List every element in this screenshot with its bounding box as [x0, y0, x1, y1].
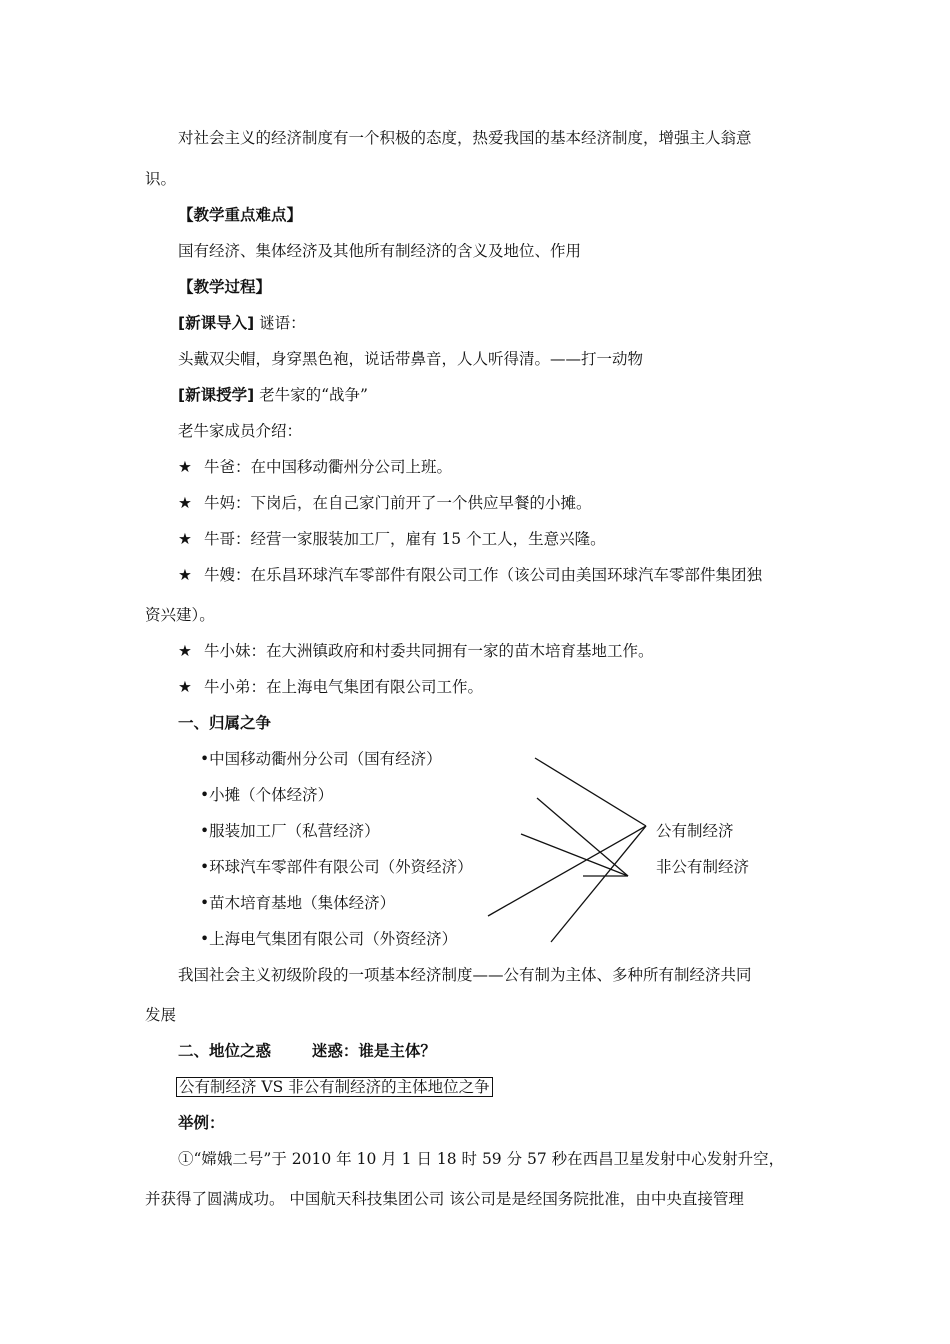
star-icon: ★	[178, 566, 192, 584]
match-line	[521, 834, 628, 876]
ownership-item: •服装加工厂（私营经济）	[200, 822, 380, 840]
conclusion-line-1: 我国社会主义初级阶段的一项基本经济制度——公有制为主体、多种所有制经济共同	[178, 966, 752, 984]
example-line-1: ①“嫦娥二号”于 2010 年 10 月 1 日 18 时 59 分 57 秒在西昌卫星发射中心发射升空，	[178, 1150, 785, 1168]
target-nonpublic: 非公有制经济	[656, 858, 750, 876]
ownership-item: •苗木培育基地（集体经济）	[200, 894, 396, 912]
new-lesson-intro-label: [新课导入]	[178, 314, 255, 332]
target-public: 公有制经济	[656, 822, 734, 840]
example-line-2: 并获得了圆满成功。 中国航天科技集团公司 该公司是是经国务院批准，由中央直接管理	[145, 1190, 744, 1208]
ownership-item: •上海电气集团有限公司（外资经济）	[200, 930, 458, 948]
intro-line-1: 对社会主义的经济制度有一个积极的态度，热爱我国的基本经济制度，增强主人翁意	[178, 129, 752, 147]
intro-line-2: 识。	[145, 170, 177, 188]
section2-heading-row	[178, 1040, 436, 1062]
new-lesson-teach-text: 老牛家的“战争”	[259, 386, 368, 404]
key-points-text: 国有经济、集体经济及其他所有制经济的含义及地位、作用	[178, 242, 582, 260]
ownership-item: •小摊（个体经济）	[200, 786, 334, 804]
new-lesson-teach-label: [新课授学]	[178, 386, 255, 404]
member-text: 牛妈：下岗后，在自己家门前开了一个供应早餐的小摊。	[204, 494, 592, 512]
star-icon: ★	[178, 530, 192, 548]
ownership-item: •中国移动衢州分公司（国有经济）	[200, 750, 442, 768]
members-intro: 老牛家成员介绍：	[178, 422, 303, 440]
section2-heading: 二、地位之惑	[178, 1042, 272, 1060]
star-icon: ★	[178, 642, 192, 660]
member-text: 牛小妹：在大洲镇政府和村委共同拥有一家的苗木培育基地工作。	[204, 642, 654, 660]
ownership-item: •环球汽车零部件有限公司（外资经济）	[200, 858, 473, 876]
key-points-heading: 【教学重点难点】	[178, 206, 303, 224]
conclusion-line-2: 发展	[145, 1006, 177, 1024]
new-lesson-intro-text: 谜语：	[259, 314, 306, 332]
boxed-topic	[176, 1076, 493, 1098]
member-text: 牛嫂：在乐昌环球汽车零部件有限公司工作（该公司由美国环球汽车零部件集团独	[204, 566, 763, 584]
match-line	[535, 758, 646, 826]
process-heading: 【教学过程】	[178, 278, 272, 296]
section2-sub: 迷惑：谁是主体？	[311, 1042, 436, 1060]
riddle-text: 头戴双尖帽，身穿黑色袍，说话带鼻音，人人听得清。——打一动物	[178, 350, 644, 368]
member-text: 牛爸：在中国移动衢州分公司上班。	[204, 458, 453, 476]
member-text: 牛小弟：在上海电气集团有限公司工作。	[204, 678, 484, 696]
member-text: 牛哥：经营一家服装加工厂，雇有 15 个工人，生意兴隆。	[204, 530, 606, 548]
boxed-topic-text: 公有制经济 VS 非公有制经济的主体地位之争	[176, 1077, 493, 1097]
star-icon: ★	[178, 458, 192, 476]
example-heading: 举例：	[178, 1114, 225, 1132]
match-line	[551, 826, 646, 942]
member-text-continued: 资兴建）。	[145, 606, 215, 624]
star-icon: ★	[178, 494, 192, 512]
star-icon: ★	[178, 678, 192, 696]
section1-heading: 一、归属之争	[178, 714, 272, 732]
